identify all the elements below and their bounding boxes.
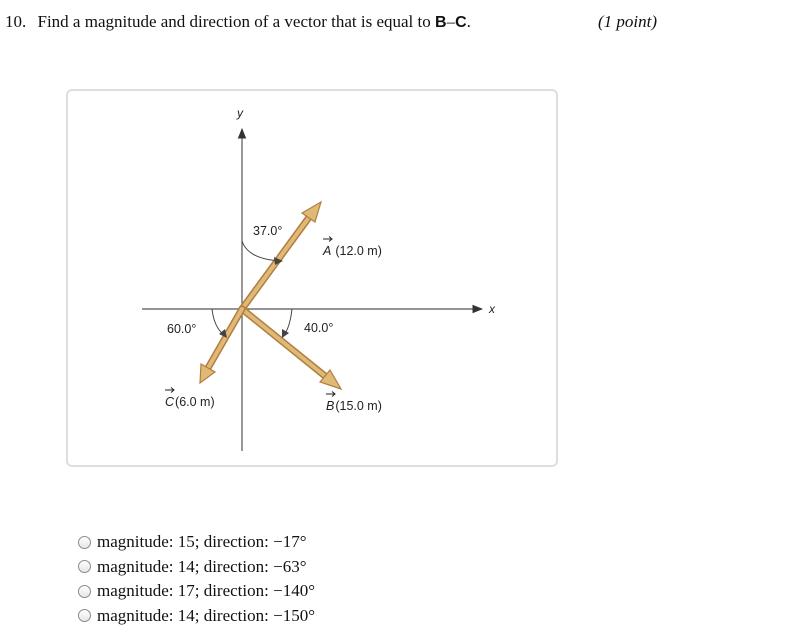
question-period: . xyxy=(466,12,471,31)
vector-diagram xyxy=(66,89,558,467)
answer-option-2[interactable] xyxy=(78,555,315,580)
question-prompt: Find a magnitude and direction of a vector that is equal to xyxy=(37,12,431,31)
answer-option-4[interactable] xyxy=(78,604,315,629)
question-number: 10. xyxy=(5,12,27,31)
answer-option-1[interactable] xyxy=(78,530,315,555)
vector-c-arrow xyxy=(200,309,242,383)
vector-c-symbol: C xyxy=(455,14,467,31)
vector-a-arrow xyxy=(242,202,321,309)
vector-c-label: C(6.0 m) xyxy=(165,395,215,409)
answer-options xyxy=(78,530,315,628)
angle-b-label: 40.0° xyxy=(304,321,334,335)
radio-button-1[interactable] xyxy=(78,536,91,549)
x-axis-label: x xyxy=(489,302,495,316)
answer-option-4-label: magnitude: 14; direction: −150° xyxy=(97,605,315,625)
question-text xyxy=(5,12,471,32)
vector-c-overarrow xyxy=(165,388,174,393)
radio-button-2[interactable] xyxy=(78,560,91,573)
angle-a-label: 37.0° xyxy=(253,224,283,238)
vector-a-overarrow xyxy=(323,237,332,242)
vector-b-label: B(15.0 m) xyxy=(326,399,382,413)
radio-button-3[interactable] xyxy=(78,585,91,598)
answer-option-1-label: magnitude: 15; direction: −17° xyxy=(97,532,307,552)
angle-c-label: 60.0° xyxy=(167,322,197,336)
angle-arc-b-head xyxy=(282,329,289,338)
vector-diagram-svg xyxy=(68,91,556,465)
vector-b-overarrow xyxy=(326,392,335,397)
answer-option-2-label: magnitude: 14; direction: −63° xyxy=(97,556,307,576)
radio-button-4[interactable] xyxy=(78,609,91,622)
point-value: (1 point) xyxy=(598,12,658,31)
answer-option-3-label: magnitude: 17; direction: −140° xyxy=(97,581,315,601)
minus-sign: – xyxy=(446,12,456,31)
vector-a-label: A (12.0 m) xyxy=(323,244,382,258)
angle-arc-c xyxy=(212,309,224,335)
answer-option-3[interactable] xyxy=(78,579,315,604)
y-axis-label: y xyxy=(237,106,243,120)
vector-b-symbol: B xyxy=(435,14,447,31)
